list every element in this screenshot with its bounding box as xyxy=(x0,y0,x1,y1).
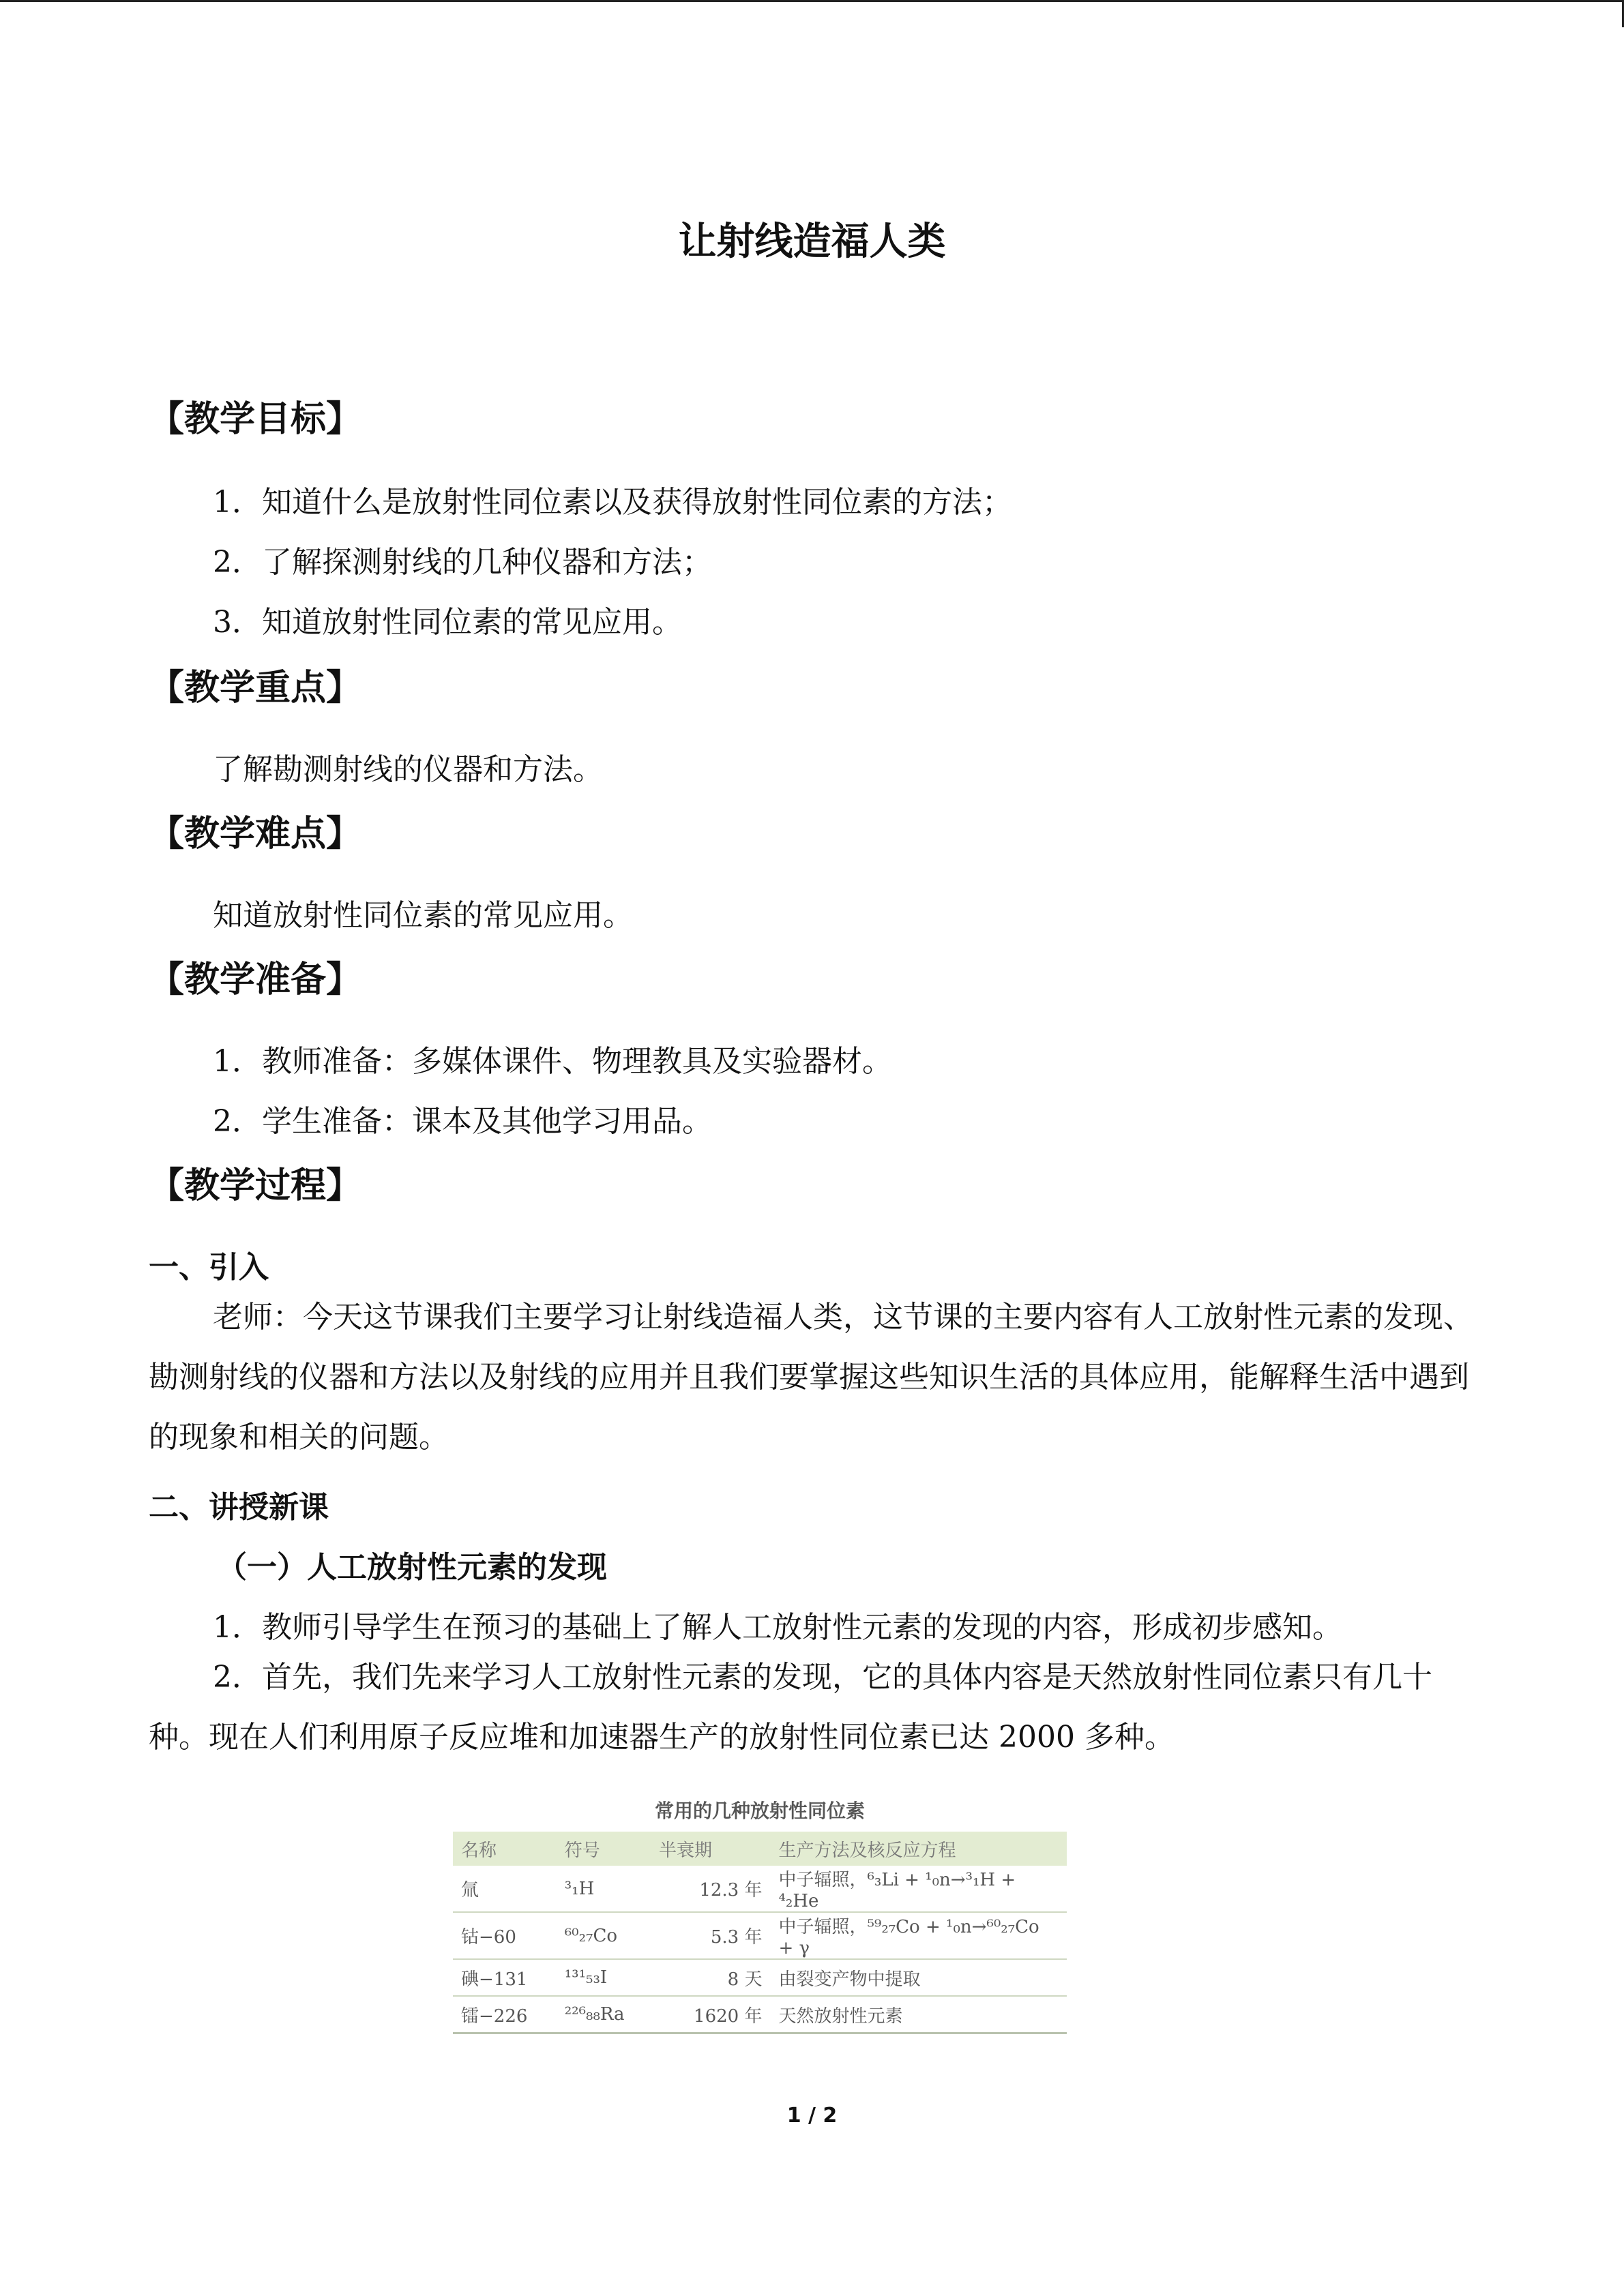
header-name: 名称 xyxy=(453,1832,557,1866)
table-caption: 常用的几种放射性同位素 xyxy=(654,1800,865,1822)
step-2: 2．首先，我们先来学习人工放射性元素的发现，它的具体内容是天然放射性同位素只有几十种。现在人们利用原子反应堆和加速器生产的放射性同位素已达 2000 多种。 xyxy=(149,1660,1432,1755)
cell-method: 中子辐照，⁵⁹₂₇Co + ¹₀n→⁶⁰₂₇Co + γ xyxy=(770,1912,1067,1959)
goal-item-2: 2．了解探测射线的几种仪器和方法； xyxy=(213,545,712,580)
cell-name: 钴−60 xyxy=(453,1912,557,1959)
key-heading: 【教学重点】 xyxy=(149,668,362,709)
header-half-life: 半衰期 xyxy=(651,1832,770,1866)
cell-half-life: 1620 年 xyxy=(651,1996,770,2033)
sub1-title: （一）人工放射性元素的发现 xyxy=(217,1550,607,1585)
part1-title: 一、引入 xyxy=(149,1250,269,1285)
process-heading: 【教学过程】 xyxy=(149,1165,362,1206)
prep-heading: 【教学准备】 xyxy=(149,959,362,1000)
header-symbol: 符号 xyxy=(557,1832,651,1866)
table-row xyxy=(453,1866,1067,1912)
cell-symbol: ²²⁶₈₈Ra xyxy=(557,1996,651,2033)
goal-item-3: 3．知道放射性同位素的常见应用。 xyxy=(213,605,682,640)
table-header-row xyxy=(453,1832,1067,1866)
isotope-table-figure xyxy=(453,1785,1067,2027)
part1-paragraph: 老师：今天这节课我们主要学习让射线造福人类，这节课的主要内容有人工放射性元素的发现、勘测射线的仪器和方法以及射线的应用并且我们要掌握这些知识生活的具体应用，能解释生活中遇到的现象和相关的问题。 xyxy=(149,1300,1473,1455)
goal-item-1: 1．知道什么是放射性同位素以及获得放射性同位素的方法； xyxy=(213,485,1012,520)
isotope-table xyxy=(453,1832,1067,2034)
difficulty-text: 知道放射性同位素的常见应用。 xyxy=(213,898,633,933)
cell-name: 氚 xyxy=(453,1866,557,1912)
cell-symbol: ⁶⁰₂₇Co xyxy=(557,1912,651,1959)
difficulty-heading: 【教学难点】 xyxy=(149,814,362,854)
header-method: 生产方法及核反应方程 xyxy=(770,1832,1067,1866)
cell-half-life: 12.3 年 xyxy=(651,1866,770,1912)
goals-heading: 【教学目标】 xyxy=(149,399,362,440)
page-number: 1 / 2 xyxy=(786,2104,838,2128)
cell-symbol: ¹³¹₅₃I xyxy=(557,1959,651,1996)
key-text: 了解勘测射线的仪器和方法。 xyxy=(213,752,603,787)
prep-item-1: 1．教师准备：多媒体课件、物理教具及实验器材。 xyxy=(213,1044,892,1079)
cell-half-life: 8 天 xyxy=(651,1959,770,1996)
cell-name: 镭−226 xyxy=(453,1996,557,2033)
page-title: 让射线造福人类 xyxy=(678,220,946,264)
cell-method: 中子辐照，⁶₃Li + ¹₀n→³₁H + ⁴₂He xyxy=(770,1866,1067,1912)
part2-title: 二、讲授新课 xyxy=(149,1490,329,1525)
table-row xyxy=(453,1912,1067,1959)
cell-method: 天然放射性元素 xyxy=(770,1996,1067,2033)
prep-item-2: 2．学生准备：课本及其他学习用品。 xyxy=(213,1104,712,1139)
step-1: 1．教师引导学生在预习的基础上了解人工放射性元素的发现的内容，形成初步感知。 xyxy=(213,1610,1342,1645)
cell-name: 碘−131 xyxy=(453,1959,557,1996)
table-row xyxy=(453,1959,1067,1996)
cell-method: 由裂变产物中提取 xyxy=(770,1959,1067,1996)
table-row xyxy=(453,1996,1067,2033)
page-top-border xyxy=(0,0,1624,2)
cell-symbol: ³₁H xyxy=(557,1866,651,1912)
cell-half-life: 5.3 年 xyxy=(651,1912,770,1959)
